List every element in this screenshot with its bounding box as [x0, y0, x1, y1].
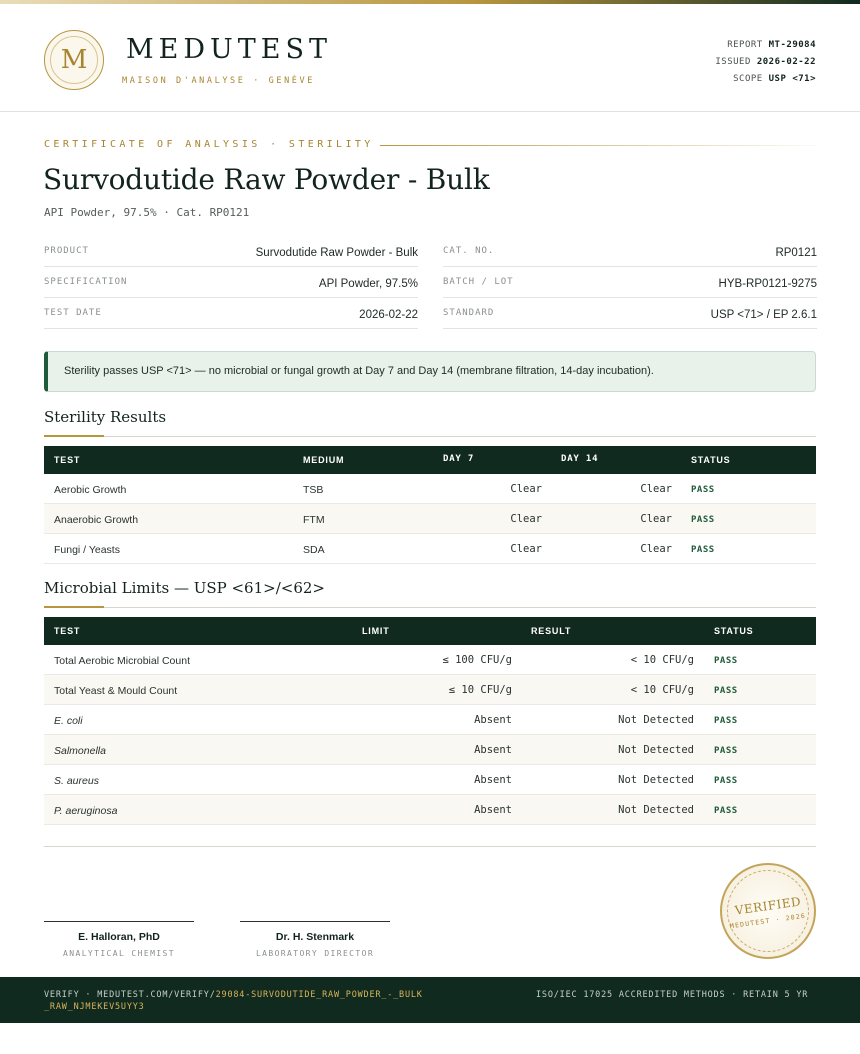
- status-badge: PASS: [714, 776, 738, 786]
- section-accent: [44, 435, 104, 437]
- status-badge: PASS: [714, 686, 738, 696]
- cell-result: Not Detected: [618, 804, 694, 816]
- col-test: TEST: [54, 626, 81, 636]
- info-label: BATCH / LOT: [443, 277, 514, 287]
- table-header: [44, 617, 816, 645]
- cell-result: < 10 CFU/g: [630, 684, 694, 696]
- table-row: [44, 645, 816, 675]
- cell-limit: Absent: [474, 744, 512, 756]
- cell-limit: Absent: [474, 804, 512, 816]
- table-row: [44, 765, 816, 795]
- report-label: REPORT: [727, 40, 763, 50]
- callout-text: Sterility passes USP <71> — no microbial or fungal growth at Day 7 and Day 14 (membrane filtration, 14-day incubation).: [64, 365, 654, 377]
- cell-day7: Clear: [510, 513, 542, 525]
- info-column-left: [44, 236, 418, 329]
- cell-day7: Clear: [510, 543, 542, 555]
- section-accent: [44, 606, 104, 608]
- signatory-name: Dr. H. Stenmark: [275, 931, 355, 943]
- header: [0, 4, 860, 112]
- section-divider: [44, 436, 816, 437]
- cell-result: Not Detected: [618, 774, 694, 786]
- cell-test: Total Aerobic Microbial Count: [54, 655, 190, 667]
- signatory-role: ANALYTICAL CHEMIST: [63, 949, 175, 958]
- col-test: TEST: [54, 455, 81, 465]
- cell-day14: Clear: [640, 483, 672, 495]
- footer: [0, 977, 860, 1023]
- cell-medium: TSB: [303, 484, 324, 496]
- info-row-standard: [443, 298, 817, 329]
- signature-divider: [44, 846, 816, 847]
- scope-label: SCOPE: [733, 74, 763, 84]
- signatory-name: E. Halloran, PhD: [78, 931, 160, 943]
- cell-limit: Absent: [474, 714, 512, 726]
- verify-code[interactable]: 29084-SURVODUTIDE_RAW_POWDER_-_BULK_RAW_NJMEKEV5UYY3: [44, 990, 423, 1012]
- table-row: [44, 705, 816, 735]
- sterility-table: [44, 446, 816, 564]
- cell-limit: Absent: [474, 774, 512, 786]
- brand-tagline: MAISON D'ANALYSE · GENÈVE: [122, 76, 315, 86]
- verify-prefix: VERIFY · MEDUTEST.COM/VERIFY/: [44, 990, 216, 1000]
- microbial-section-title: Microbial Limits — USP <61>/<62>: [44, 579, 325, 597]
- document-eyebrow: CERTIFICATE OF ANALYSIS · STERILITY: [44, 139, 374, 150]
- brand-name: MEDUTEST: [126, 34, 332, 65]
- info-label: CAT. NO.: [443, 246, 495, 256]
- info-value: RP0121: [775, 247, 817, 259]
- verified-stamp: [720, 863, 816, 959]
- stamp-subtext: MEDUTEST · 2026: [729, 911, 807, 931]
- info-label: PRODUCT: [44, 246, 89, 256]
- sterility-section-title: Sterility Results: [44, 408, 167, 426]
- cell-day14: Clear: [640, 543, 672, 555]
- status-badge: PASS: [691, 545, 715, 555]
- status-badge: PASS: [691, 485, 715, 495]
- cell-test: Total Yeast & Mould Count: [54, 685, 178, 697]
- info-value: USP <71> / EP 2.6.1: [710, 309, 817, 321]
- table-row: [44, 504, 816, 534]
- sterility-pass-callout: [44, 351, 816, 392]
- info-row-test-date: [44, 298, 418, 329]
- col-day14: DAY 14: [561, 454, 599, 464]
- table-row: [44, 474, 816, 504]
- col-limit: LIMIT: [362, 626, 390, 636]
- info-value: API Powder, 97.5%: [318, 278, 418, 290]
- status-badge: PASS: [714, 746, 738, 756]
- cell-result: < 10 CFU/g: [630, 654, 694, 666]
- page-subtitle: API Powder, 97.5% · Cat. RP0121: [44, 206, 250, 219]
- stamp-text: VERIFIED: [734, 894, 802, 918]
- cell-test: Fungi / Yeasts: [54, 544, 120, 556]
- col-medium: MEDIUM: [303, 455, 345, 465]
- scope-value: USP <71>: [768, 74, 816, 84]
- info-label: STANDARD: [443, 308, 495, 318]
- verify-link[interactable]: [44, 989, 424, 1013]
- table-row: [44, 735, 816, 765]
- cell-day14: Clear: [640, 513, 672, 525]
- col-status: STATUS: [714, 626, 754, 636]
- eyebrow-divider: [380, 145, 816, 146]
- info-value: Survodutide Raw Powder - Bulk: [255, 247, 418, 259]
- signature-director: [240, 921, 390, 958]
- accreditation-note: ISO/IEC 17025 ACCREDITED METHODS · RETAIN 5 YR: [536, 990, 809, 1000]
- logo-letter: M: [50, 36, 98, 84]
- cell-test: Salmonella: [54, 745, 106, 757]
- cell-medium: SDA: [303, 544, 325, 556]
- cell-result: Not Detected: [618, 714, 694, 726]
- section-divider: [44, 607, 816, 608]
- info-row-cat-no: [443, 236, 817, 267]
- col-day7: DAY 7: [443, 454, 475, 464]
- status-badge: PASS: [714, 806, 738, 816]
- info-value: 2026-02-22: [359, 309, 418, 321]
- cell-limit: ≤ 10 CFU/g: [448, 684, 512, 696]
- cell-limit: ≤ 100 CFU/g: [442, 654, 512, 666]
- info-row-product: [44, 236, 418, 267]
- table-header: [44, 446, 816, 474]
- cell-test: S. aureus: [54, 775, 99, 787]
- info-row-batch-lot: [443, 267, 817, 298]
- microbial-limits-table: [44, 617, 816, 825]
- cell-result: Not Detected: [618, 744, 694, 756]
- signatory-role: LABORATORY DIRECTOR: [255, 949, 375, 958]
- cell-test: E. coli: [54, 715, 83, 727]
- cell-medium: FTM: [303, 514, 325, 526]
- info-label: TEST DATE: [44, 308, 102, 318]
- page-title: Survodutide Raw Powder - Bulk: [43, 163, 490, 196]
- info-column-right: [443, 236, 817, 329]
- status-badge: PASS: [714, 716, 738, 726]
- info-label: SPECIFICATION: [44, 277, 128, 287]
- issued-date: 2026-02-22: [756, 57, 816, 67]
- table-row: [44, 534, 816, 564]
- table-row: [44, 675, 816, 705]
- cell-test: P. aeruginosa: [54, 805, 118, 817]
- brand-logo: [44, 30, 104, 90]
- status-badge: PASS: [691, 515, 715, 525]
- cell-day7: Clear: [510, 483, 542, 495]
- status-badge: PASS: [714, 656, 738, 666]
- report-meta: [715, 37, 816, 88]
- report-number: MT-29084: [768, 40, 816, 50]
- info-value: HYB-RP0121-9275: [718, 278, 817, 290]
- cell-test: Aerobic Growth: [54, 484, 127, 496]
- info-row-specification: [44, 267, 418, 298]
- col-status: STATUS: [691, 455, 731, 465]
- table-row: [44, 795, 816, 825]
- col-result: RESULT: [531, 626, 572, 636]
- signature-analyst: [44, 921, 194, 958]
- cell-test: Anaerobic Growth: [54, 514, 139, 526]
- issued-label: ISSUED: [715, 57, 751, 67]
